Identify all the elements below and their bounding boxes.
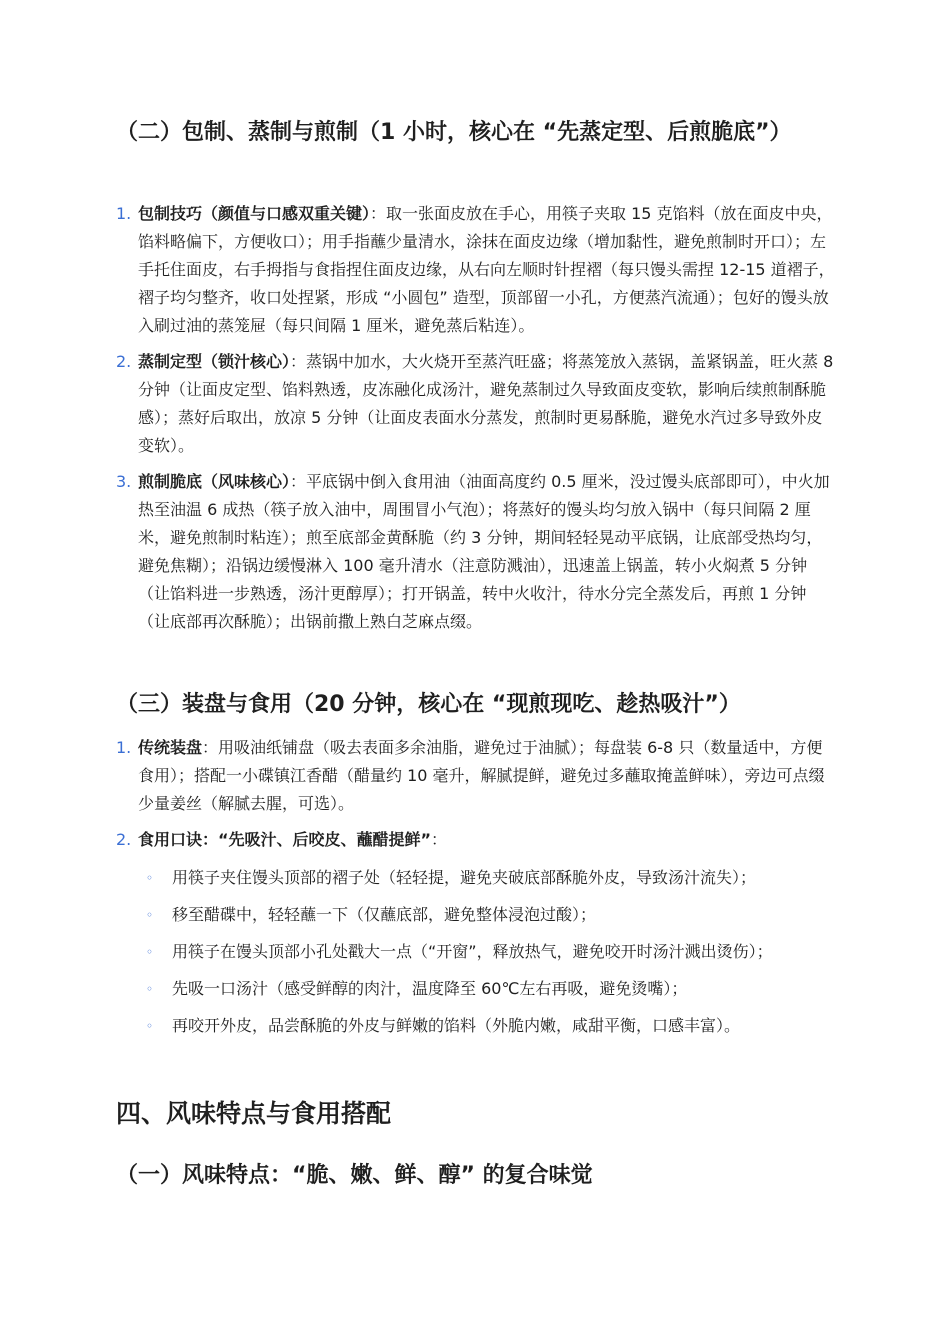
section3-step-list [116, 734, 838, 854]
list-item [146, 975, 826, 1003]
list-item-text: ：取一张面皮放在手心，用筷子夹取 15 克馅料（放在面皮中央，馅料略偏下，方便收口）；用手指蘸少量清水，涂抹在面皮边缘（增加黏性，避免煎制时开口）；左手托住面皮，右手拇指与食指捏住面皮边缘，从右向左顺时针捏褶（每只馒头需捏 12-15 道褶子，褶子均匀整齐，收口处捏紧，形成 “小圆包” 造型，顶部留一小孔，方便蒸汽流通）；包好的馒头放入刷过油的蒸笼屉（每只间隔 1 厘米，避免蒸后粘连）。 [138, 204, 835, 335]
eating-step-text: 移至醋碟中，轻轻蘸一下（仅蘸底部，避免整体浸泡过酸）； [172, 905, 597, 924]
bullet-icon: ◦ [146, 871, 154, 885]
list-item-title: 传统装盘 [138, 738, 203, 757]
list-number: 1. [116, 204, 132, 223]
bullet-icon: ◦ [146, 1019, 154, 1033]
list-item [116, 826, 838, 854]
bullet-icon: ◦ [146, 945, 154, 959]
list-item [116, 200, 838, 340]
bullet-icon: ◦ [146, 982, 154, 996]
list-item [116, 468, 838, 636]
list-item-text: ：用吸油纸铺盘（吸去表面多余油脂，避免过于油腻）；每盘装 6-8 只（数量适中，方便食用）；搭配一小碟镇江香醋（醋量约 10 毫升，解腻提鲜，避免过多蘸取掩盖鲜味），旁边可点缀少量姜丝（解腻去腥，可选）。 [138, 738, 825, 813]
list-item [146, 864, 826, 892]
list-item-text: ： [431, 830, 448, 849]
eating-step-text: 用筷子夹住馒头顶部的褶子处（轻轻提，避免夹破底部酥脆外皮，导致汤汁流失）； [172, 868, 757, 887]
eating-step-text: 再咬开外皮，品尝酥脆的外皮与鲜嫩的馅料（外脆内嫩，咸甜平衡，口感丰富）。 [172, 1016, 741, 1035]
chapter-heading-flavor-pairing: 四、风味特点与食用搭配 [116, 1099, 392, 1128]
eating-step-text: 先吸一口汤汁（感受鲜醇的肉汁，温度降至 60℃左右再吸，避免烫嘴）； [172, 979, 688, 998]
eating-steps-list [146, 864, 826, 1040]
list-item-title: 食用口诀：“先吸汁、后咬皮、蘸醋提鲜” [138, 830, 432, 849]
bullet-icon: ◦ [146, 908, 154, 922]
list-number: 1. [116, 738, 132, 757]
list-item-title: 包制技巧（颜值与口感双重关键） [138, 204, 371, 223]
list-number: 3. [116, 472, 132, 491]
section-heading-flavor-characteristics: （一）风味特点：“脆、嫩、鲜、醇” 的复合味觉 [116, 1163, 593, 1188]
section2-step-list [116, 200, 838, 636]
section-heading-wrapping-steaming-frying: （二）包制、蒸制与煎制（1 小时，核心在 “先蒸定型、后煎脆底”） [116, 120, 792, 145]
list-item-title: 煎制脆底（风味核心） [138, 472, 291, 491]
list-item [116, 348, 838, 460]
list-item-text: ：平底锅中倒入食用油（油面高度约 0.5 厘米，没过馒头底部即可），中火加热至油温 6 成热（筷子放入油中，周围冒小气泡）；将蒸好的馒头均匀放入锅中（每只间隔 2 厘米，避免煎制时粘连）；煎至底部金黄酥脆（约 3 分钟，期间轻轻晃动平底锅，让底部受热均匀，避免焦糊）；沿锅边缓慢淋入 100 毫升清水（注意防溅油），迅速盖上锅盖，转小火焖煮 5 分钟（让馅料进一步熟透，汤汁更醇厚）；打开锅盖，转中火收汁，待水分完全蒸发后，再煎 1 分钟（让底部再次酥脆）；出锅前撒上熟白芝麻点缀。 [138, 472, 830, 631]
list-number: 2. [116, 352, 132, 371]
list-item-text: ：蒸锅中加水，大火烧开至蒸汽旺盛；将蒸笼放入蒸锅，盖紧锅盖，旺火蒸 8 分钟（让面皮定型、馅料熟透，皮冻融化成汤汁，避免蒸制过久导致面皮变软，影响后续煎制酥脆感）；蒸好后取出，放凉 5 分钟（让面皮表面水分蒸发，煎制时更易酥脆，避免水汽过多导致外皮变软）。 [138, 352, 834, 455]
section-heading-plating-eating: （三）装盘与食用（20 分钟，核心在 “现煎现吃、趁热吸汁”） [116, 692, 741, 717]
list-item [146, 1012, 826, 1040]
list-number: 2. [116, 830, 132, 849]
list-item-title: 蒸制定型（锁汁核心） [138, 352, 291, 371]
list-item [146, 901, 826, 929]
list-item [116, 734, 838, 818]
eating-step-text: 用筷子在馒头顶部小孔处戳大一点（“开窗”，释放热气，避免咬开时汤汁溅出烫伤）； [172, 942, 773, 961]
list-item [146, 938, 826, 966]
